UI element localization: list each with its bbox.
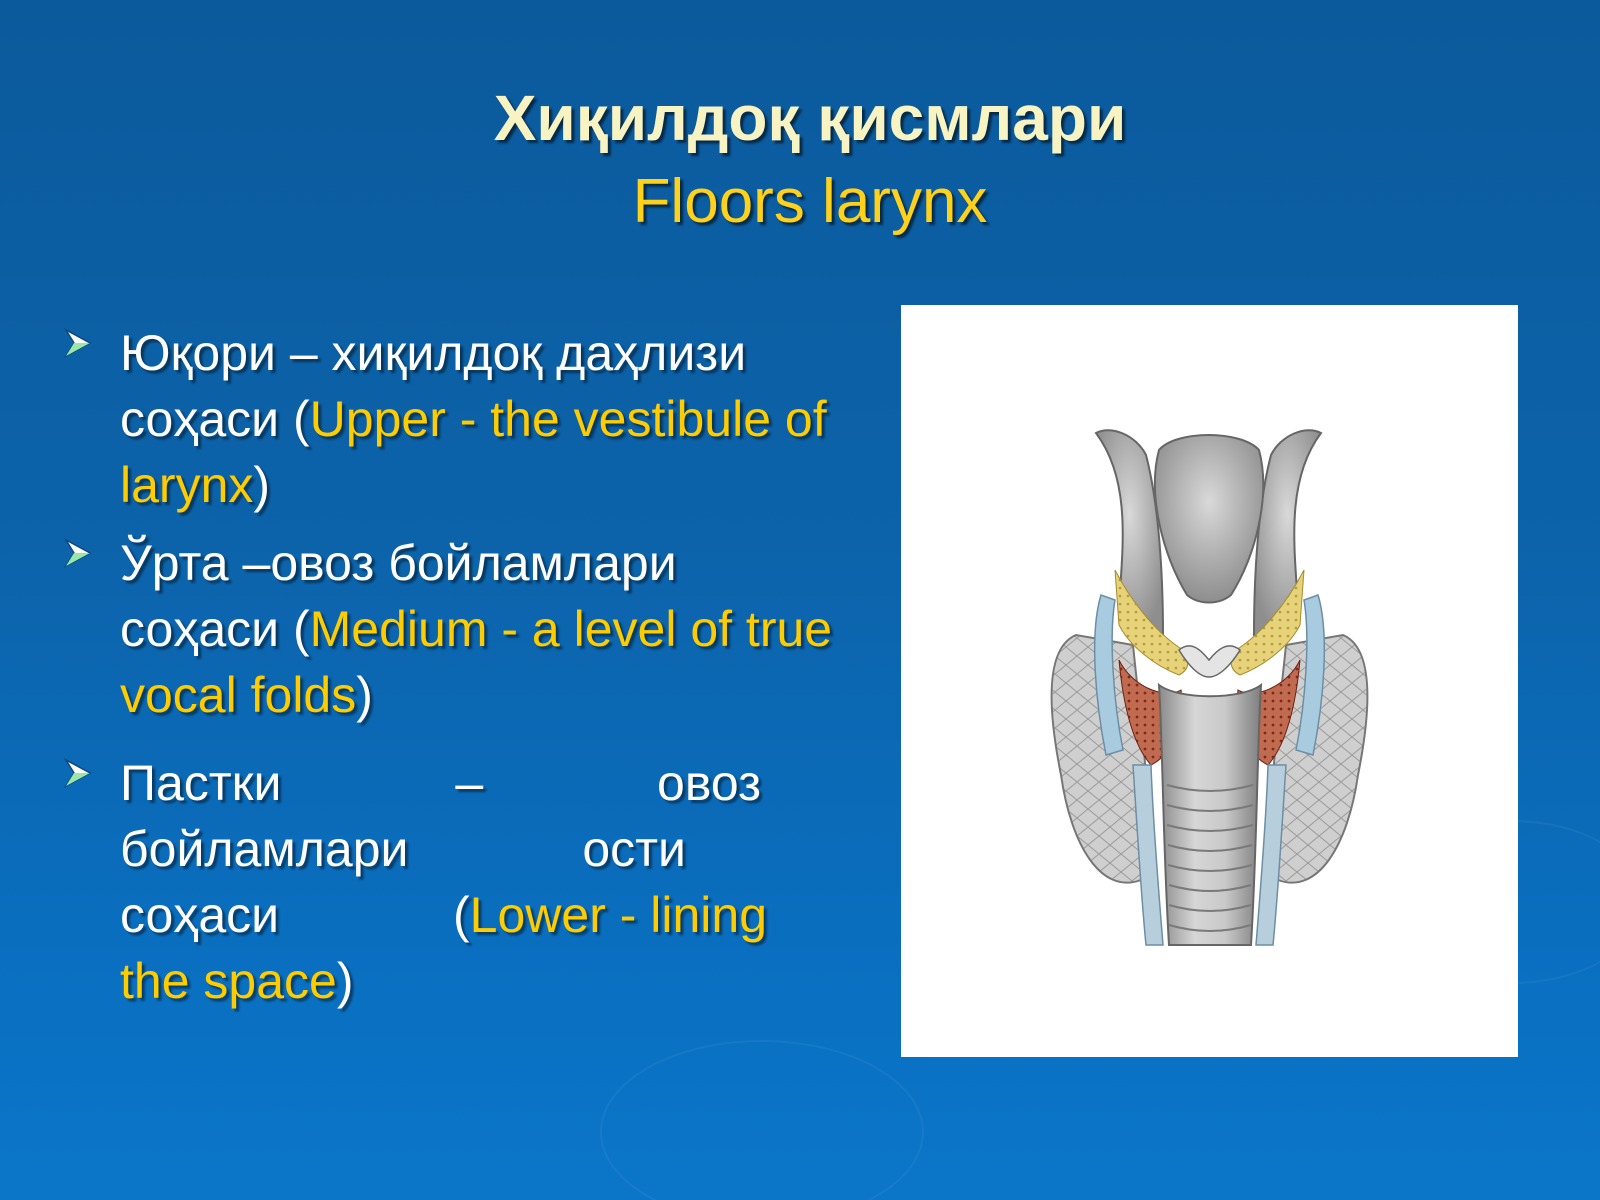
vocal-folds [1179,646,1240,677]
arrowhead-bullet-icon [62,538,92,568]
bullet-tail: ) [253,457,271,513]
bullet-highlight: Upper - the vestibule of larynx [120,391,827,513]
bullet-highlight: Lower - lining the space [120,887,768,1009]
background-ripple [600,1040,924,1200]
arrowhead-bullet-icon [62,758,92,788]
bullet-highlight: Medium - a level of true vocal folds [120,601,833,723]
bullet-item-lower [60,750,840,1014]
slide-title: Хиқилдоқ қисмлари [493,82,1127,154]
larynx-illustration [901,305,1518,1057]
larynx-section-drawing [901,305,1518,1057]
arrowhead-bullet-icon [62,328,92,358]
bullet-text: Юқори – хиқилдоқ даҳлизи соҳаси ( [120,325,747,447]
bullet-text: Ўрта –овоз бойламлари соҳаси ( [120,535,677,657]
bullet-list [60,320,840,1014]
slide-subtitle: Floors larynx [632,166,988,236]
bullet-text: Пастки – овоз бойламлари ости соҳаси ( [120,755,762,943]
bullet-tail: ) [336,953,354,1009]
bullet-item-medium [60,530,840,728]
bullet-item-upper [60,320,840,518]
bullet-tail: ) [356,667,373,723]
epiglottis [1155,435,1263,603]
slide-title-block [0,80,1600,240]
